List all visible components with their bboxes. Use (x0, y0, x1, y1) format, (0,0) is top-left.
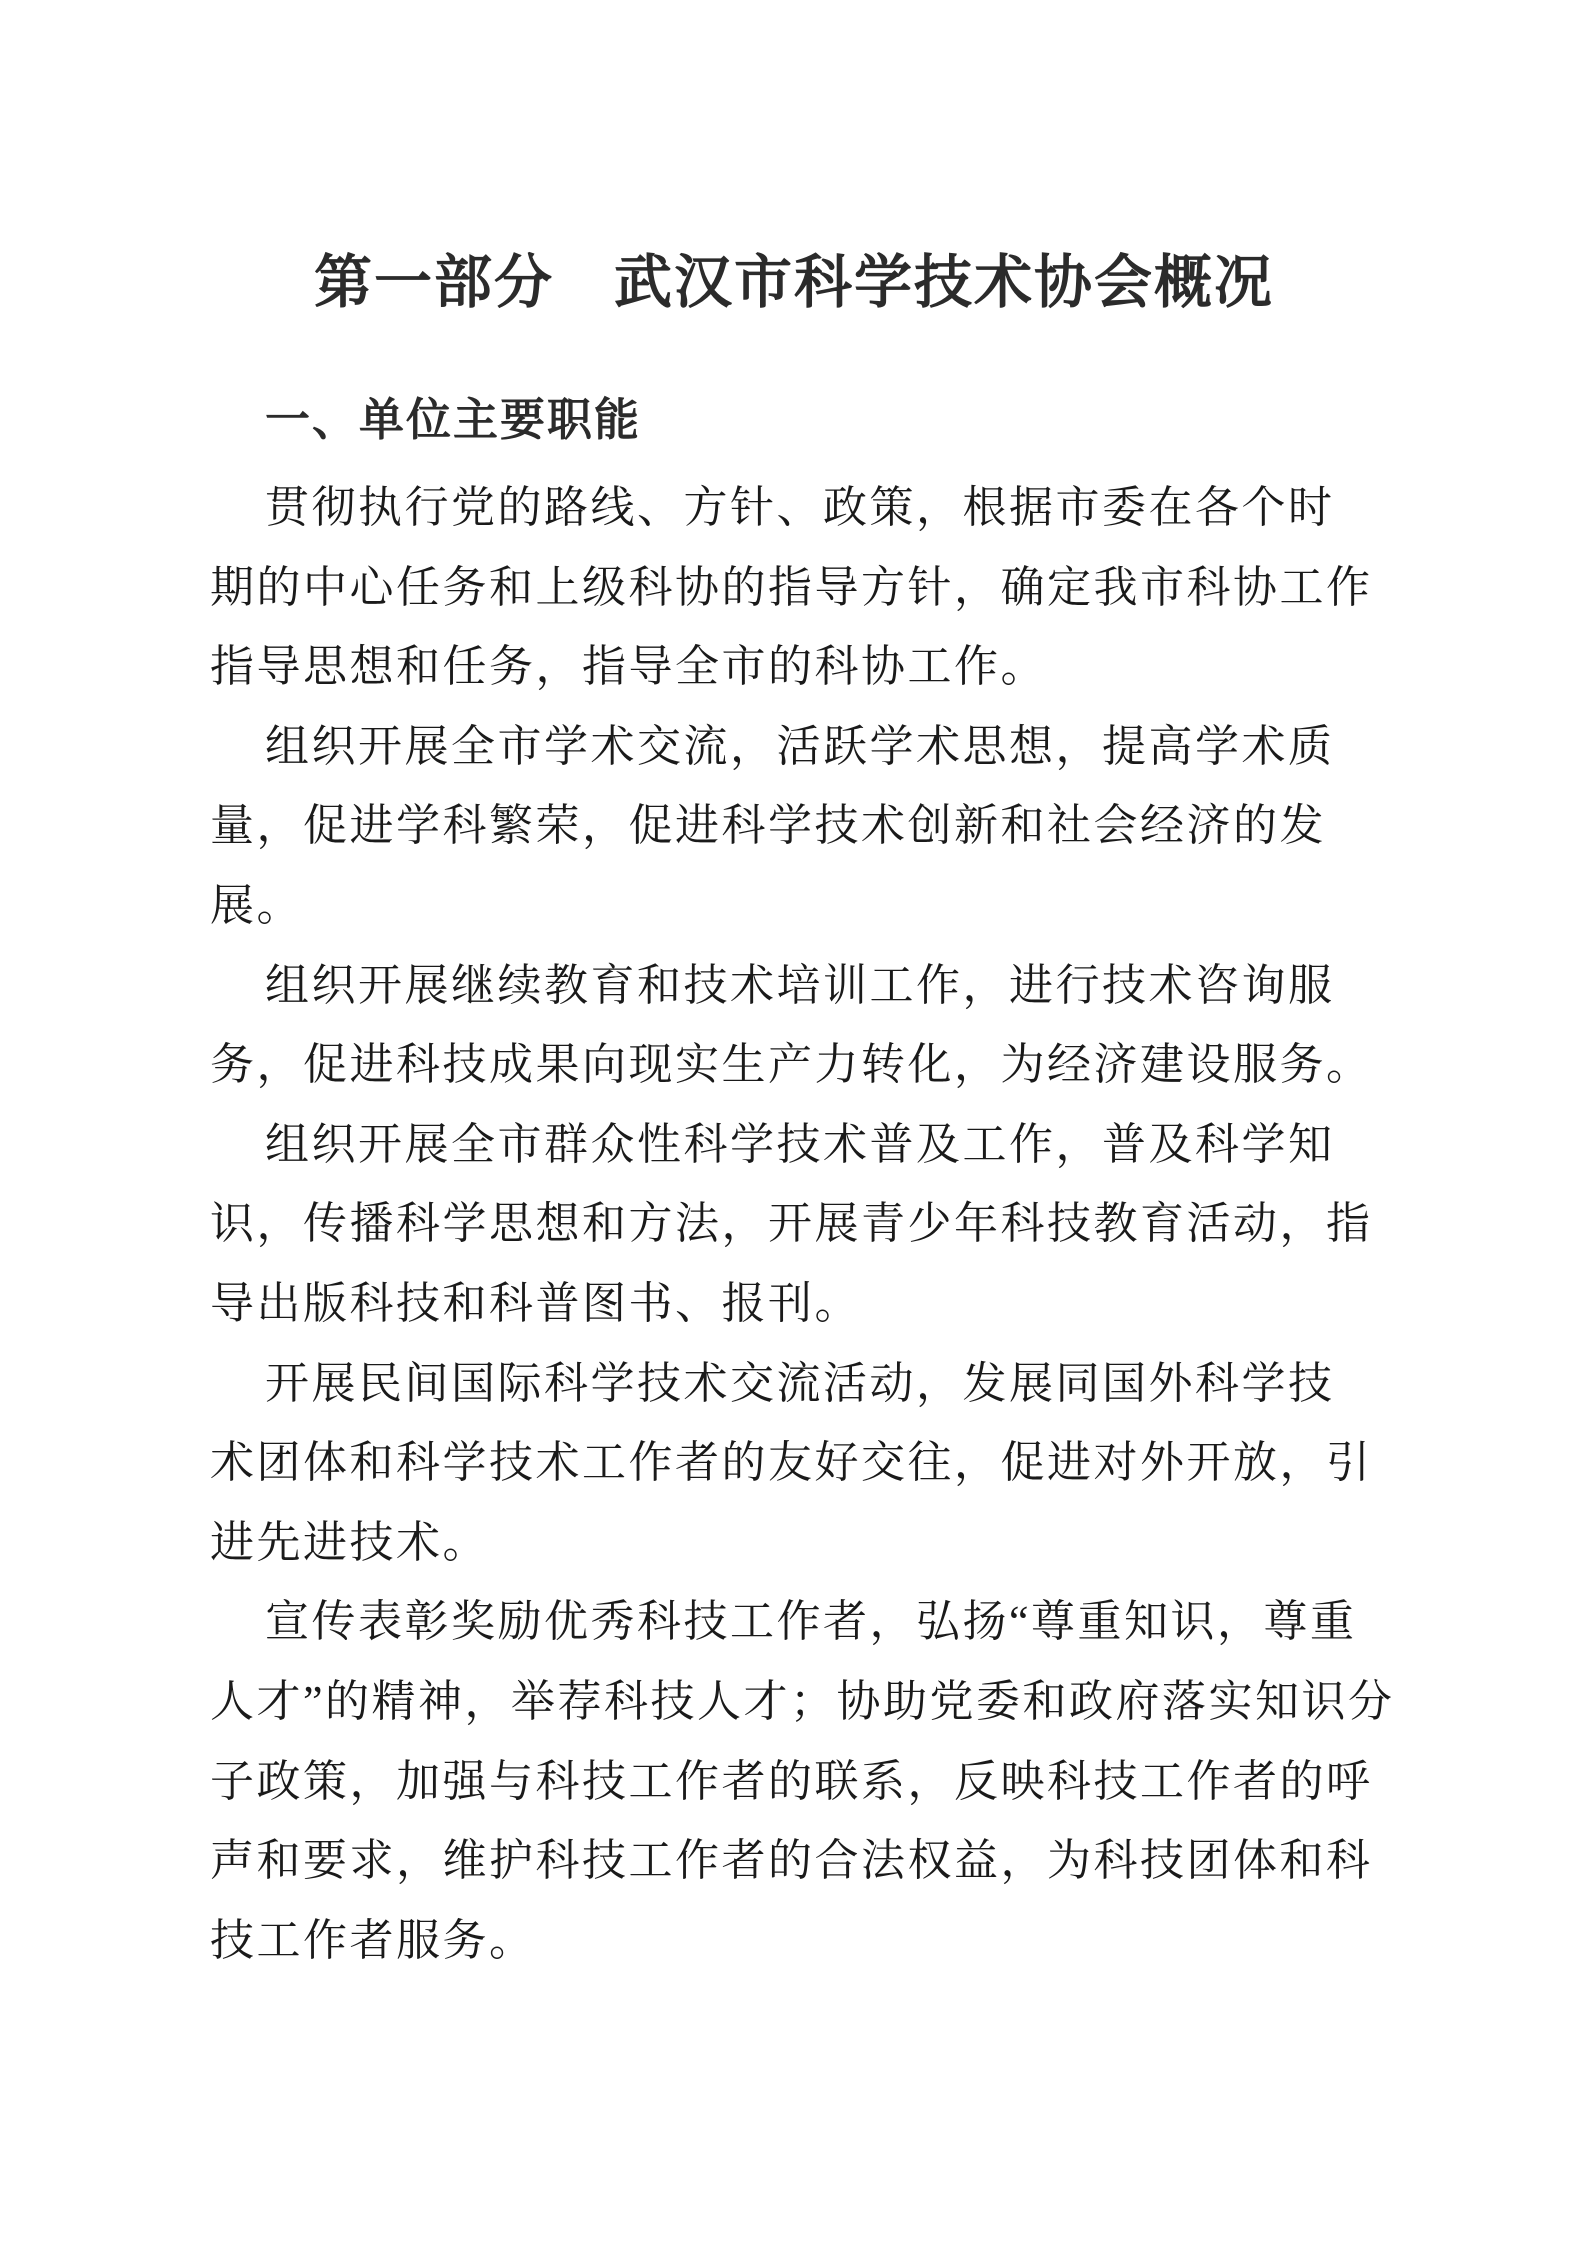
paragraph-line: 宣传表彰奖励优秀科技工作者，弘扬“尊重知识，尊重 (265, 1597, 1357, 1647)
paragraph-line: 子政策，加强与科技工作者的联系，反映科技工作者的呼 (210, 1756, 1373, 1806)
paragraph-line: 导出版科技和科普图书、报刊。 (210, 1278, 861, 1328)
paragraph-line: 声和要求，维护科技工作者的合法权益，为科技团体和科 (210, 1836, 1373, 1886)
paragraph-line: 组织开展继续教育和技术培训工作，进行技术咨询服 (265, 960, 1335, 1010)
paragraph-line: 技工作者服务。 (210, 1915, 536, 1965)
paragraph (210, 1582, 1408, 1980)
document-body (210, 468, 1408, 1980)
paragraph-line: 量，促进学科繁荣，促进科学技术创新和社会经济的发 (210, 801, 1326, 851)
paragraph-line: 组织开展全市学术交流，活跃学术思想，提高学术质 (265, 721, 1335, 771)
paragraph-line: 贯彻执行党的路线、方针、政策，根据市委在各个时 (265, 483, 1335, 532)
page-title: 第一部分 武汉市科学技术协会概况 (313, 250, 1274, 315)
paragraph-line: 开展民间国际科学技术交流活动，发展同国外科学技 (265, 1358, 1335, 1408)
paragraph (210, 946, 1408, 1105)
paragraph (210, 468, 1408, 707)
paragraph (210, 707, 1408, 946)
paragraph-line: 组织开展全市群众性科学技术普及工作，普及科学知 (265, 1119, 1335, 1169)
paragraph-line: 进先进技术。 (210, 1517, 489, 1567)
paragraph-line: 期的中心任务和上级科协的指导方针，确定我市科协工作 (210, 562, 1373, 612)
section-heading: 一、单位主要职能 (265, 394, 642, 445)
paragraph (210, 1344, 1408, 1583)
paragraph-line: 人才”的精神，举荐科技人才；协助党委和政府落实知识分 (210, 1676, 1395, 1726)
paragraph-line: 识，传播科学思想和方法，开展青少年科技教育活动，指 (210, 1199, 1373, 1249)
paragraph-line: 务，促进科技成果向现实生产力转化，为经济建设服务。 (210, 1040, 1373, 1090)
paragraph-line: 术团体和科学技术工作者的友好交往，促进对外开放，引 (210, 1438, 1373, 1488)
paragraph (210, 1105, 1408, 1344)
paragraph-line: 展。 (210, 880, 303, 930)
paragraph-line: 指导思想和任务，指导全市的科协工作。 (210, 642, 1047, 692)
